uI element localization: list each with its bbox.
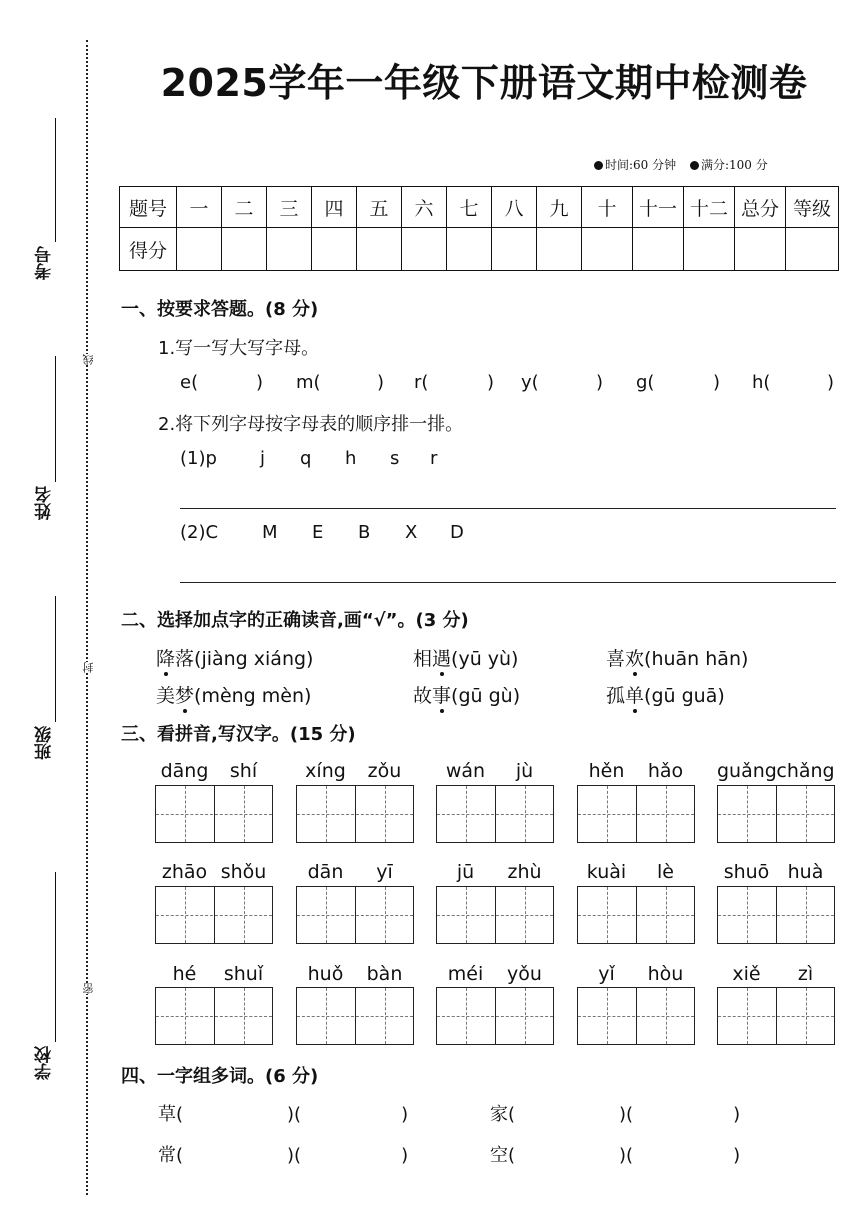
sort-letter: B (358, 522, 371, 543)
letter-prompt: r( (414, 372, 429, 393)
header-cell: 七 (447, 187, 492, 228)
score-table (119, 186, 839, 271)
score-cell[interactable] (684, 228, 735, 271)
pinyin-syllable: shuō (723, 861, 770, 883)
word-item[interactable]: 常( )( ) (158, 1145, 409, 1166)
pinyin-syllable: huà (787, 861, 824, 883)
sort-letter: j (260, 448, 266, 469)
header-cell: 六 (402, 187, 447, 228)
tianzige-box[interactable] (436, 886, 554, 944)
letter-prompt: g( (636, 372, 655, 393)
header-cell: 等级 (786, 187, 839, 228)
header-cell: 五 (357, 187, 402, 228)
tianzige-box[interactable] (296, 785, 414, 843)
seal-mark: 封 (82, 662, 95, 673)
tianzige-box[interactable] (296, 987, 414, 1045)
pinyin-syllable: zì (797, 963, 814, 985)
header-cell: 三 (267, 187, 312, 228)
line-mark: 线 (82, 354, 95, 365)
pinyin-syllable: yǒu (507, 963, 542, 985)
header-cell: 八 (492, 187, 537, 228)
score-cell[interactable] (222, 228, 267, 271)
sort-letter: q (300, 448, 312, 469)
score-cell[interactable] (267, 228, 312, 271)
page-title: 2025学年一年级下册语文期中检测卷 (160, 61, 808, 105)
answer-line-2[interactable] (180, 582, 836, 583)
word-item[interactable]: 家( )( ) (490, 1104, 741, 1125)
pinyin-syllable: méi (447, 963, 484, 985)
score-cell[interactable] (537, 228, 582, 271)
score-info: 满分:100 分 (690, 158, 768, 172)
clock-icon (594, 161, 603, 170)
class-label: 班级 (35, 726, 55, 760)
score-cell[interactable] (312, 228, 357, 271)
tianzige-box[interactable] (436, 785, 554, 843)
pinyin-syllable: hé (172, 963, 197, 985)
pinyin-syllable: xíng (305, 760, 346, 782)
paren-close[interactable]: ) (596, 372, 604, 393)
pinyin-syllable: hǎo (647, 760, 684, 782)
sort-label: (2)C (180, 522, 219, 543)
header-cell: 二 (222, 187, 267, 228)
pinyin-syllable: lè (657, 861, 674, 883)
exam-no-field[interactable] (55, 118, 56, 242)
school-field[interactable] (55, 872, 56, 1042)
section4-heading: 四、一字组多词。(6 分) (121, 1066, 319, 1087)
letter-prompt: m( (296, 372, 321, 393)
score-value-row (120, 228, 839, 271)
sort-letter: X (405, 522, 418, 543)
pinyin-syllable: shí (229, 760, 258, 782)
paren-close[interactable]: ) (377, 372, 385, 393)
secret-mark: 密 (82, 983, 95, 994)
score-cell[interactable] (633, 228, 684, 271)
word-item[interactable]: 空( )( ) (490, 1145, 741, 1166)
score-cell[interactable] (492, 228, 537, 271)
section1-heading: 一、按要求答题。(8 分) (121, 299, 319, 320)
letter-prompt: h( (752, 372, 771, 393)
sort-letter: D (450, 522, 464, 543)
pinyin-syllable: wán (445, 760, 486, 782)
paren-close[interactable]: ) (487, 372, 495, 393)
score-cell[interactable] (786, 228, 839, 271)
pron-item[interactable]: 降落(jiàng xiáng) (156, 648, 314, 670)
time-info: 时间:60 分钟 (594, 158, 676, 172)
tianzige-box[interactable] (436, 987, 554, 1045)
section2-heading: 二、选择加点字的正确读音,画“√”。(3 分) (121, 610, 469, 631)
score-cell[interactable] (447, 228, 492, 271)
pinyin-syllable: chǎng (776, 760, 835, 782)
pinyin-syllable: zhù (507, 861, 542, 883)
letter-prompt: y( (521, 372, 539, 393)
pinyin-syllable: hòu (647, 963, 684, 985)
tianzige-box[interactable] (577, 987, 695, 1045)
school-label: 学校 (35, 1046, 55, 1080)
pinyin-syllable: shuǐ (223, 963, 264, 985)
sort-letter: h (345, 448, 357, 469)
pinyin-syllable: zhāo (161, 861, 208, 883)
header-cell: 题号 (120, 187, 177, 228)
tianzige-box[interactable] (296, 886, 414, 944)
check-circle-icon (690, 161, 699, 170)
tianzige-box[interactable] (717, 987, 835, 1045)
pinyin-syllable: yǐ (598, 963, 615, 985)
paren-close[interactable]: ) (827, 372, 835, 393)
score-cell[interactable] (177, 228, 222, 271)
paren-close[interactable]: ) (713, 372, 721, 393)
header-cell: 总分 (735, 187, 786, 228)
header-cell: 十 (582, 187, 633, 228)
header-cell: 十一 (633, 187, 684, 228)
pron-item[interactable]: 相遇(yū yù) (413, 648, 519, 670)
tianzige-box[interactable] (577, 886, 695, 944)
pinyin-syllable: hěn (588, 760, 625, 782)
exam-no-label: 考号 (35, 246, 55, 280)
pron-item[interactable]: 喜欢(huān hān) (606, 648, 749, 670)
pinyin-syllable: dāng (160, 760, 209, 782)
pinyin-syllable: shǒu (220, 861, 267, 883)
sort-label: (1)p (180, 448, 217, 469)
binding-dotted-line (86, 40, 88, 1195)
score-cell[interactable] (735, 228, 786, 271)
sort-letter: r (430, 448, 438, 469)
header-cell: 九 (537, 187, 582, 228)
tianzige-box[interactable] (717, 886, 835, 944)
exam-meta (594, 156, 778, 173)
header-cell: 十二 (684, 187, 735, 228)
pinyin-syllable: dān (307, 861, 344, 883)
header-cell: 四 (312, 187, 357, 228)
sort-letter: E (312, 522, 324, 543)
pinyin-syllable: guǎng (717, 760, 777, 782)
name-label: 姓名 (35, 486, 55, 520)
question-2: 2.将下列字母按字母表的顺序排一排。 (158, 414, 464, 435)
score-cell[interactable] (582, 228, 633, 271)
pron-item[interactable]: 孤单(gū guā) (606, 685, 725, 707)
tianzige-box[interactable] (155, 987, 273, 1045)
tianzige-box[interactable] (155, 785, 273, 843)
pinyin-syllable: jù (515, 760, 534, 782)
sort-letter: M (262, 522, 278, 543)
answer-line-1[interactable] (180, 508, 836, 509)
score-cell[interactable] (357, 228, 402, 271)
tianzige-box[interactable] (717, 785, 835, 843)
pinyin-syllable: jū (456, 861, 475, 883)
row-label: 得分 (120, 228, 177, 271)
paren-close[interactable]: ) (256, 372, 264, 393)
section3-heading: 三、看拼音,写汉字。(15 分) (121, 724, 356, 745)
pinyin-syllable: xiě (732, 963, 761, 985)
word-item[interactable]: 草( )( ) (158, 1104, 409, 1125)
pron-item[interactable]: 故事(gū gù) (413, 685, 521, 707)
letter-prompt: e( (180, 372, 199, 393)
score-header-row (120, 187, 839, 228)
sort-letter: s (390, 448, 400, 469)
class-field[interactable] (55, 596, 56, 722)
pinyin-syllable: huǒ (307, 963, 344, 985)
score-cell[interactable] (402, 228, 447, 271)
pinyin-syllable: zǒu (367, 760, 402, 782)
name-field[interactable] (55, 356, 56, 482)
pron-item[interactable]: 美梦(mèng mèn) (156, 685, 312, 707)
pinyin-syllable: bàn (366, 963, 403, 985)
pinyin-syllable: kuài (586, 861, 627, 883)
tianzige-box[interactable] (155, 886, 273, 944)
pinyin-syllable: yī (376, 861, 393, 883)
header-cell: 一 (177, 187, 222, 228)
question-1: 1.写一写大写字母。 (158, 338, 320, 359)
tianzige-box[interactable] (577, 785, 695, 843)
